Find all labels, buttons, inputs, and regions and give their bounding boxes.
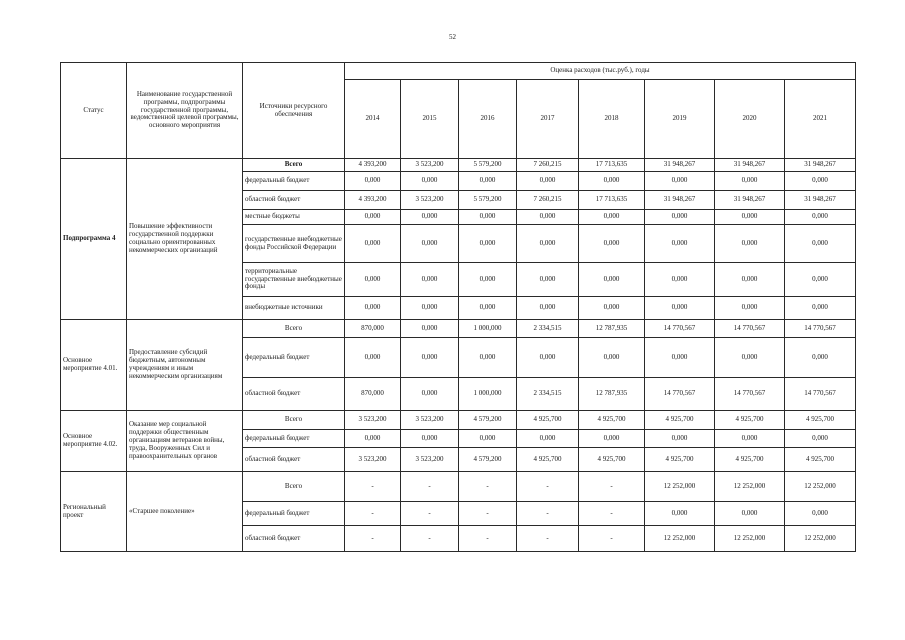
header-year: 2014 (345, 80, 401, 159)
value-cell: 31 948,267 (715, 191, 785, 210)
value-cell: - (401, 526, 459, 552)
funding-source: федеральный бюджет (243, 338, 345, 378)
funding-source: внебюджетные источники (243, 297, 345, 320)
value-cell: 0,000 (645, 210, 715, 225)
value-cell: 0,000 (645, 338, 715, 378)
value-cell: 0,000 (579, 172, 645, 191)
header-year: 2017 (517, 80, 579, 159)
value-cell: 0,000 (715, 225, 785, 263)
value-cell: 0,000 (345, 430, 401, 448)
value-cell: 0,000 (517, 263, 579, 297)
value-cell: 870,000 (345, 378, 401, 411)
value-cell: 3 523,200 (345, 411, 401, 430)
value-cell: 7 260,215 (517, 191, 579, 210)
value-cell: 4 925,700 (645, 448, 715, 472)
value-cell: 0,000 (345, 297, 401, 320)
value-cell: 0,000 (345, 225, 401, 263)
funding-source: местные бюджеты (243, 210, 345, 225)
group-status: Подпрограмма 4 (61, 159, 127, 320)
funding-source: федеральный бюджет (243, 502, 345, 526)
value-cell: 0,000 (785, 172, 856, 191)
value-cell: - (401, 502, 459, 526)
value-cell: 12 252,000 (645, 526, 715, 552)
value-cell: 0,000 (401, 320, 459, 338)
value-cell: 7 260,215 (517, 159, 579, 172)
value-cell: 0,000 (715, 210, 785, 225)
value-cell: 4 925,700 (579, 411, 645, 430)
value-cell: 1 000,000 (459, 378, 517, 411)
value-cell: 0,000 (401, 172, 459, 191)
value-cell: 0,000 (517, 430, 579, 448)
value-cell: 0,000 (401, 297, 459, 320)
header-year: 2020 (715, 80, 785, 159)
value-cell: 0,000 (579, 263, 645, 297)
value-cell: 0,000 (785, 225, 856, 263)
value-cell: 0,000 (459, 210, 517, 225)
value-cell: 0,000 (517, 225, 579, 263)
value-cell: 1 000,000 (459, 320, 517, 338)
value-cell: - (517, 502, 579, 526)
value-cell: 0,000 (785, 297, 856, 320)
value-cell: - (459, 502, 517, 526)
funding-source: областной бюджет (243, 378, 345, 411)
value-cell: 0,000 (715, 172, 785, 191)
value-cell: 12 252,000 (785, 526, 856, 552)
value-cell: 31 948,267 (785, 191, 856, 210)
value-cell: 0,000 (579, 225, 645, 263)
value-cell: 31 948,267 (645, 191, 715, 210)
value-cell: - (345, 472, 401, 502)
funding-source: областной бюджет (243, 448, 345, 472)
value-cell: 0,000 (459, 430, 517, 448)
value-cell: 0,000 (579, 338, 645, 378)
value-cell: 0,000 (579, 210, 645, 225)
value-cell: 0,000 (345, 172, 401, 191)
value-cell: 0,000 (645, 172, 715, 191)
table-row (61, 320, 856, 338)
value-cell: 0,000 (579, 297, 645, 320)
table-row (61, 159, 856, 172)
value-cell: 4 579,200 (459, 448, 517, 472)
value-cell: 3 523,200 (345, 448, 401, 472)
value-cell: 4 925,700 (645, 411, 715, 430)
funding-source: областной бюджет (243, 191, 345, 210)
value-cell: 4 925,700 (785, 448, 856, 472)
group-name: Оказание мер социальной поддержки общественным организациям ветеранов войны, труда, Вооруженных Сил и правоохранительных органов (127, 411, 243, 472)
header-sources: Источники ресурсного обеспечения (243, 63, 345, 159)
table-row (61, 411, 856, 430)
value-cell: - (345, 526, 401, 552)
table-row (61, 472, 856, 502)
value-cell: - (401, 472, 459, 502)
value-cell: - (579, 502, 645, 526)
value-cell: 31 948,267 (645, 159, 715, 172)
funding-source: Всего (243, 159, 345, 172)
value-cell: 0,000 (715, 430, 785, 448)
header-status: Статус (61, 63, 127, 159)
value-cell: - (517, 472, 579, 502)
header-year: 2015 (401, 80, 459, 159)
value-cell: 14 770,567 (715, 378, 785, 411)
page-number: 52 (449, 33, 456, 41)
value-cell: 2 334,515 (517, 320, 579, 338)
funding-source: областной бюджет (243, 526, 345, 552)
value-cell: 12 787,935 (579, 320, 645, 338)
value-cell: 3 523,200 (401, 159, 459, 172)
value-cell: 31 948,267 (785, 159, 856, 172)
value-cell: 0,000 (345, 263, 401, 297)
funding-source: государственные внебюджетные фонды Российской Федерации (243, 225, 345, 263)
value-cell: 17 713,635 (579, 191, 645, 210)
header-year: 2021 (785, 80, 856, 159)
value-cell: 4 925,700 (579, 448, 645, 472)
value-cell: 31 948,267 (715, 159, 785, 172)
value-cell: 0,000 (345, 210, 401, 225)
group-name: Повышение эффективности государственной поддержки социально ориентированных некоммерческих организаций (127, 159, 243, 320)
value-cell: 4 393,200 (345, 159, 401, 172)
value-cell: - (345, 502, 401, 526)
value-cell: 870,000 (345, 320, 401, 338)
funding-source: территориальные государственные внебюджетные фонды (243, 263, 345, 297)
value-cell: 4 925,700 (517, 448, 579, 472)
value-cell: 0,000 (345, 338, 401, 378)
value-cell: 0,000 (517, 172, 579, 191)
group-status: Основное мероприятие 4.01. (61, 320, 127, 411)
value-cell: 0,000 (401, 210, 459, 225)
header-year: 2016 (459, 80, 517, 159)
value-cell: 4 579,200 (459, 411, 517, 430)
funding-source: Всего (243, 320, 345, 338)
value-cell: - (459, 526, 517, 552)
value-cell: 17 713,635 (579, 159, 645, 172)
value-cell: 12 252,000 (645, 472, 715, 502)
value-cell: 0,000 (785, 338, 856, 378)
value-cell: 14 770,567 (645, 378, 715, 411)
value-cell: 0,000 (459, 263, 517, 297)
value-cell: 4 925,700 (517, 411, 579, 430)
value-cell: 14 770,567 (785, 320, 856, 338)
value-cell: - (579, 526, 645, 552)
value-cell: 4 393,200 (345, 191, 401, 210)
funding-source: федеральный бюджет (243, 430, 345, 448)
group-status: Основное мероприятие 4.02. (61, 411, 127, 472)
value-cell: 3 523,200 (401, 191, 459, 210)
value-cell: 0,000 (459, 338, 517, 378)
value-cell: 0,000 (459, 172, 517, 191)
value-cell: 0,000 (715, 297, 785, 320)
value-cell: 0,000 (715, 502, 785, 526)
value-cell: 14 770,567 (715, 320, 785, 338)
value-cell: 3 523,200 (401, 411, 459, 430)
value-cell: 0,000 (517, 210, 579, 225)
value-cell: 5 579,200 (459, 159, 517, 172)
value-cell: 0,000 (645, 225, 715, 263)
header-name: Наименование государственной программы, подпрограммы государственной программы, ведомственной целевой программы, основного мероприятия (127, 63, 243, 159)
value-cell: 4 925,700 (715, 448, 785, 472)
value-cell: - (579, 472, 645, 502)
value-cell: 5 579,200 (459, 191, 517, 210)
value-cell: 0,000 (459, 297, 517, 320)
value-cell: 0,000 (645, 263, 715, 297)
value-cell: 14 770,567 (785, 378, 856, 411)
value-cell: 12 787,935 (579, 378, 645, 411)
value-cell: 0,000 (401, 378, 459, 411)
value-cell: 4 925,700 (785, 411, 856, 430)
header-estimate: Оценка расходов (тыс.руб.), годы (345, 63, 856, 80)
group-name: «Старшее поколение» (127, 472, 243, 552)
table-body (61, 159, 856, 552)
value-cell: 0,000 (401, 225, 459, 263)
group-status: Региональный проект (61, 472, 127, 552)
value-cell: 0,000 (579, 430, 645, 448)
value-cell: 0,000 (785, 502, 856, 526)
group-name: Предоставление субсидий бюджетным, автономным учреждениям и иным некоммерческим организациям (127, 320, 243, 411)
value-cell: 0,000 (645, 502, 715, 526)
value-cell: 4 925,700 (715, 411, 785, 430)
value-cell: 12 252,000 (785, 472, 856, 502)
value-cell: 0,000 (459, 225, 517, 263)
value-cell: 0,000 (401, 263, 459, 297)
value-cell: 0,000 (401, 430, 459, 448)
value-cell: 2 334,515 (517, 378, 579, 411)
value-cell: 0,000 (785, 430, 856, 448)
value-cell: 0,000 (715, 338, 785, 378)
value-cell: 0,000 (401, 338, 459, 378)
value-cell: 14 770,567 (645, 320, 715, 338)
header-year: 2019 (645, 80, 715, 159)
funding-source: Всего (243, 472, 345, 502)
budget-table (60, 62, 856, 552)
value-cell: 0,000 (785, 263, 856, 297)
value-cell: - (517, 526, 579, 552)
value-cell: 3 523,200 (401, 448, 459, 472)
value-cell: 0,000 (645, 430, 715, 448)
header-year: 2018 (579, 80, 645, 159)
value-cell: 12 252,000 (715, 472, 785, 502)
funding-source: Всего (243, 411, 345, 430)
value-cell: - (459, 472, 517, 502)
funding-source: федеральный бюджет (243, 172, 345, 191)
value-cell: 0,000 (517, 338, 579, 378)
value-cell: 0,000 (785, 210, 856, 225)
value-cell: 0,000 (645, 297, 715, 320)
value-cell: 12 252,000 (715, 526, 785, 552)
value-cell: 0,000 (517, 297, 579, 320)
value-cell: 0,000 (715, 263, 785, 297)
